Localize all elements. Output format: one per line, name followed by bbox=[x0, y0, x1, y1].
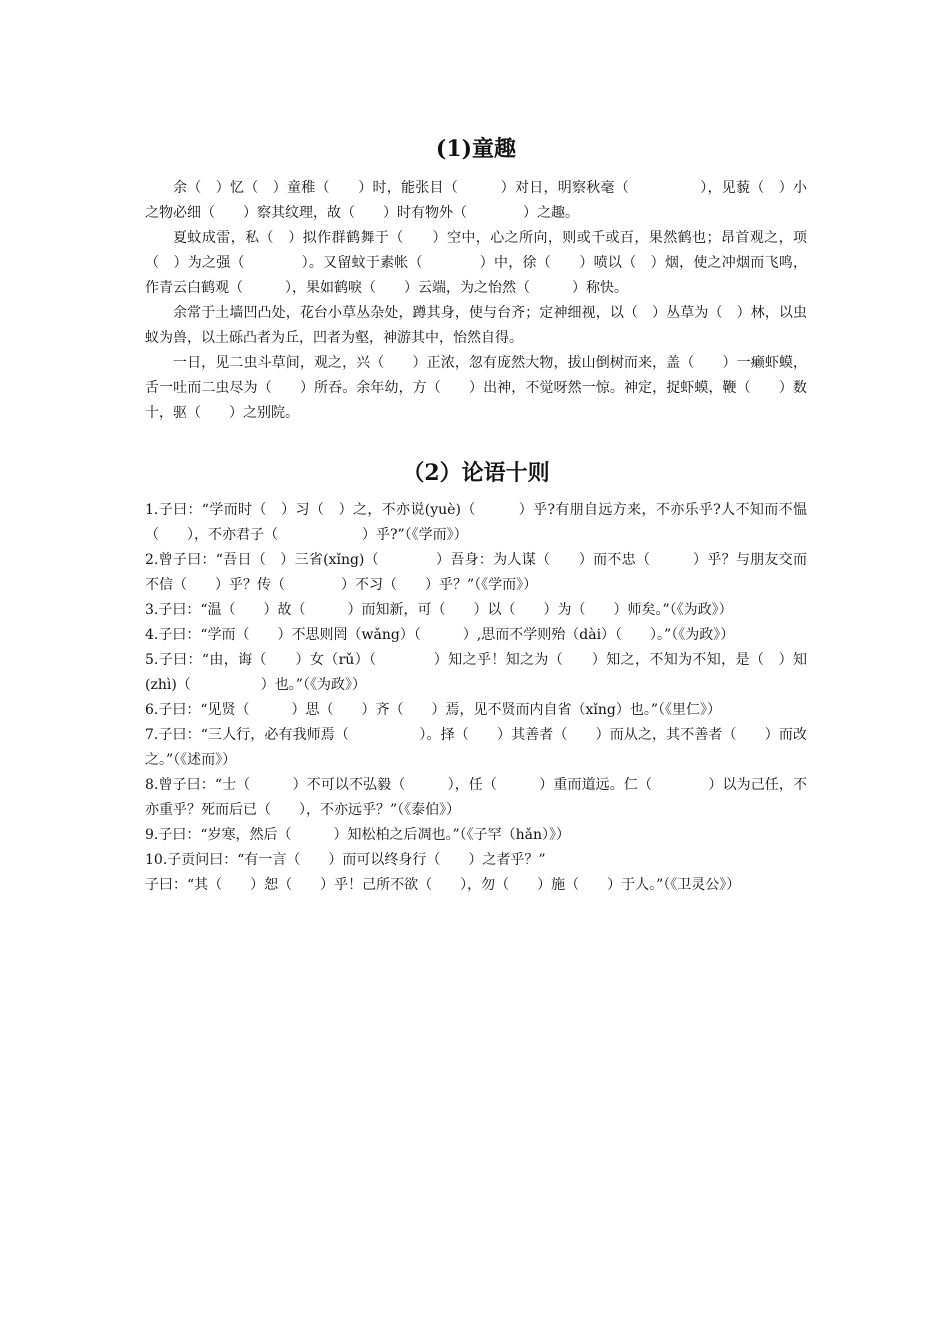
paragraph: 一日，见二虫斗草间，观之，兴（ ）正浓，忽有庞然大物，拔山倒树而来，盖（ ）一癞虾蟆，舌一吐而二虫尽为（ ）所吞。余年幼，方（ ）出神，不觉呀然一惊。神定，捉虾蟆，鞭（ ）数十，驱（ ）之别院。 bbox=[145, 355, 807, 421]
section-tongqu-body bbox=[145, 176, 807, 426]
lunyu-item: 10.子贡问曰：“有一言（ ）而可以终身行（ ）之者乎？” bbox=[145, 852, 546, 868]
lunyu-item: 9.子曰：“岁寒，然后（ ）知松柏之后凋也。”（《子罕（hǎn）》） bbox=[145, 827, 571, 843]
section-title-tongqu: (1)童趣 bbox=[435, 136, 517, 162]
lunyu-item: 1.子曰：“学而时（ ）习（ ）之，不亦说(yuè)（ ）乎?有朋自远方来，不亦乐乎?人不知而不愠（ ），不亦君子（ ）乎?”（《学而》） bbox=[145, 502, 807, 543]
paragraph: 余（ ）忆（ ）童稚（ ）时，能张目（ ）对日，明察秋毫（ ），见藐（ ）小之物必细（ ）察其纹理，故（ ）时有物外（ ）之趣。 bbox=[145, 180, 807, 221]
paragraph: 余常于土墙凹凸处，花台小草丛杂处，蹲其身，使与台齐；定神细视，以（ ）丛草为（ ）林，以虫蚁为兽，以土砾凸者为丘，凹者为壑，神游其中，怡然自得。 bbox=[145, 305, 807, 346]
lunyu-item: 子曰：“其（ ）恕（ ）乎！己所不欲（ ），勿（ ）施（ ）于人。”（《卫灵公》） bbox=[145, 877, 741, 893]
lunyu-item: 8.曾子曰：“士（ ）不可以不弘毅（ ），任（ ）重而道远。仁（ ）以为己任，不亦重乎？死而后已（ ），不亦远乎？”（《泰伯》） bbox=[145, 777, 807, 818]
lunyu-item: 5.子曰：“由，诲（ ）女（rǔ）（ ）知之乎！知之为（ ）知之，不知为不知，是（ ）知(zhì)（ ）也。”（《为政》） bbox=[145, 652, 807, 693]
paragraph: 夏蚊成雷，私（ ）拟作群鹤舞于（ ）空中，心之所向，则或千或百，果然鹤也；昂首观之，项（ ）为之强（ ）。又留蚊于素帐（ ）中，徐（ ）喷以（ ）烟，使之冲烟而飞鸣，作青云白鹤观（ ），果如鹤唳（ ）云端，为之怡然（ ）称快。 bbox=[145, 230, 807, 296]
lunyu-item: 4.子曰：“学而（ ）不思则罔（wǎng）（ ）,思而不学则殆（dài）（ ）。”（《为政》） bbox=[145, 627, 735, 643]
lunyu-item: 7.子曰：“三人行，必有我师焉（ ）。择（ ）其善者（ ）而从之，其不善者（ ）而改之。”（《述而》） bbox=[145, 727, 807, 768]
section-lunyu-body bbox=[145, 498, 807, 898]
lunyu-item: 2.曾子曰：“吾日（ ）三省(xǐng)（ ）吾身：为人谋（ ）而不忠（ ）乎？与朋友交而不信（ ）乎？传（ ）不习（ ）乎？”（《学而》） bbox=[145, 552, 807, 593]
lunyu-item: 6.子曰：“见贤（ ）思（ ）齐（ ）焉，见不贤而内自省（xǐng）也。”（《里仁》） bbox=[145, 702, 722, 718]
lunyu-item: 3.子曰：“温（ ）故（ ）而知新，可（ ）以（ ）为（ ）师矣。”（《为政》） bbox=[145, 602, 733, 618]
section-title-lunyu: （2）论语十则 bbox=[402, 460, 550, 486]
